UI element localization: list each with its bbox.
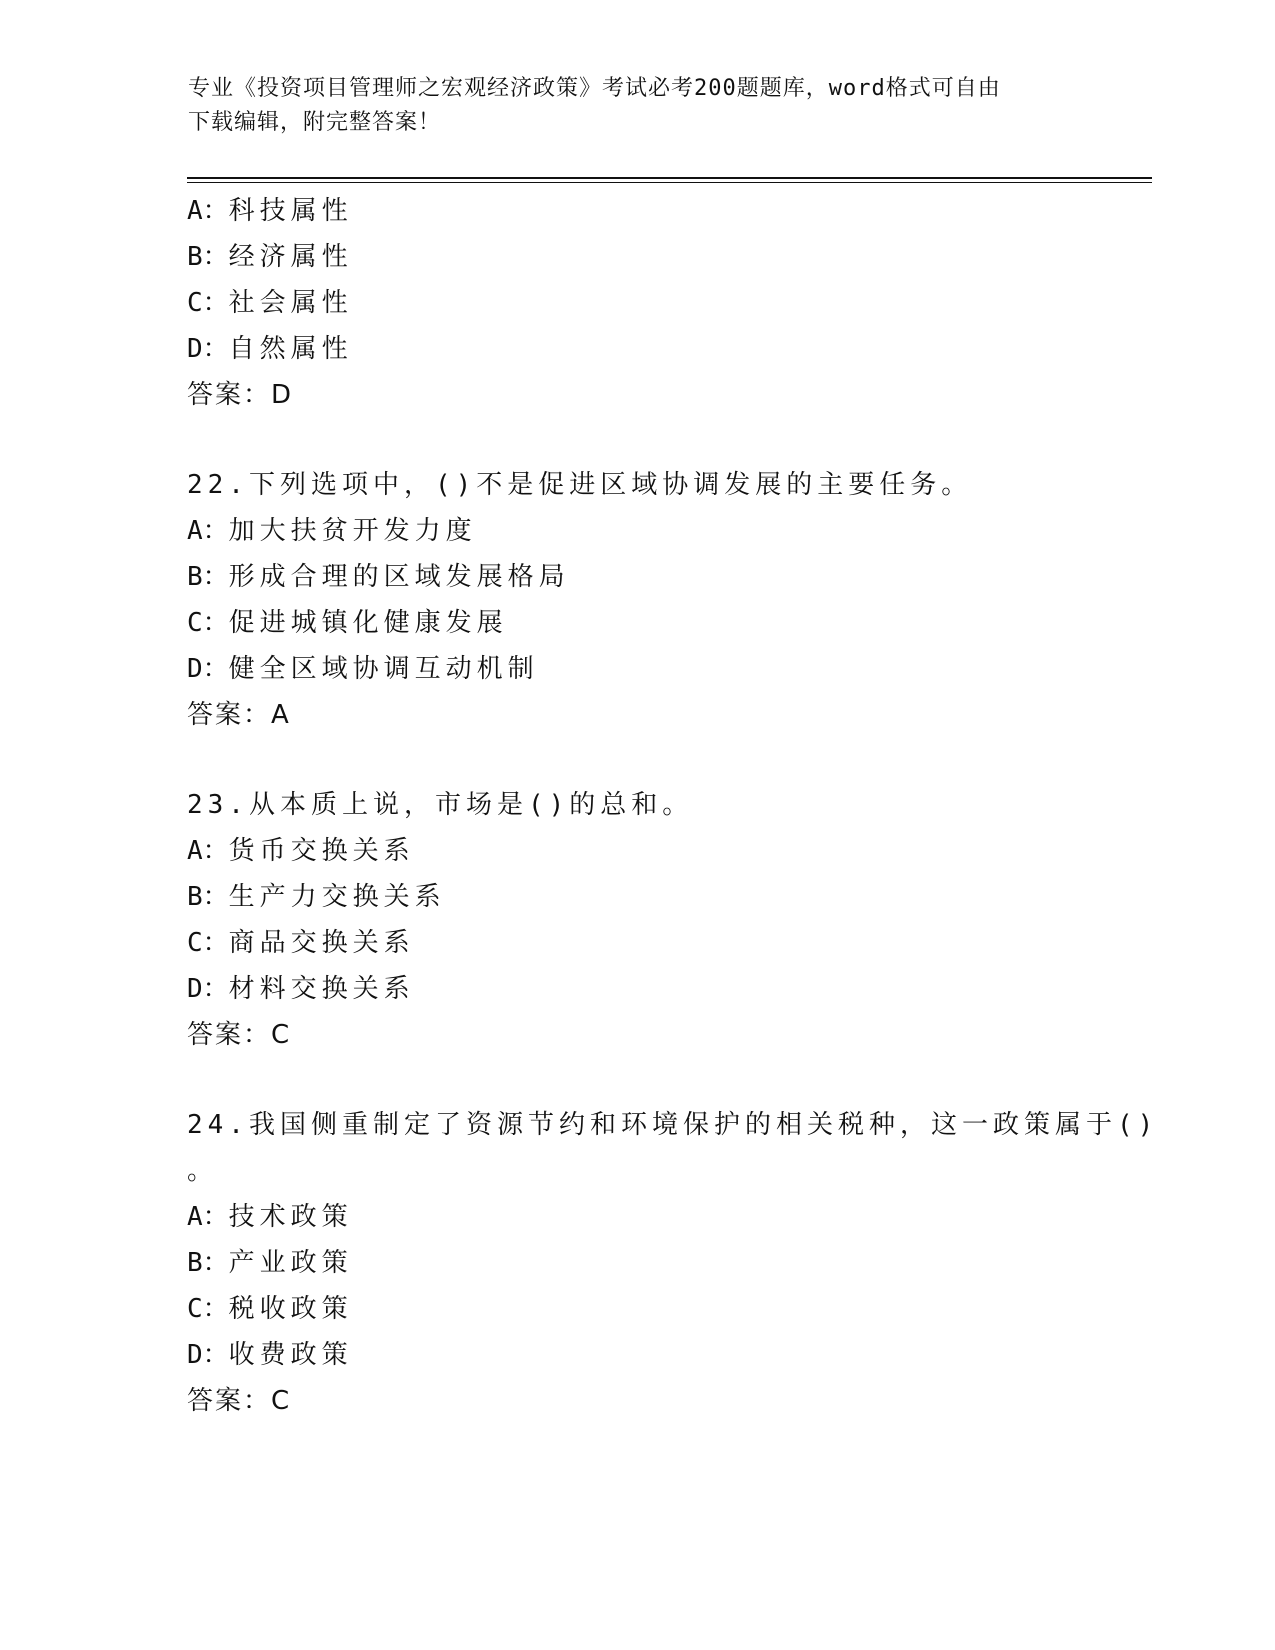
header-line-1: 专业《投资项目管理师之宏观经济政策》考试必考200题题库，word格式可自由 [188, 76, 1001, 101]
option-d: D：健全区域协调互动机制 [187, 654, 539, 684]
option-d: D：材料交换关系 [187, 974, 415, 1004]
question-block-22 [187, 462, 1152, 738]
option-b: B：生产力交换关系 [187, 882, 446, 912]
option-b: B：产业政策 [187, 1248, 353, 1278]
option-c: C：促进城镇化健康发展 [187, 608, 508, 638]
answer-line: 答案：A [187, 700, 291, 730]
option-a: A：加大扶贫开发力度 [187, 516, 477, 546]
spacer [187, 418, 1152, 462]
option-d: D：自然属性 [187, 334, 353, 364]
question-block-24 [187, 1102, 1159, 1424]
question-block-23 [187, 782, 1152, 1058]
option-a: A：货币交换关系 [187, 836, 415, 866]
option-c: C：社会属性 [187, 288, 353, 318]
option-c: C：税收政策 [187, 1294, 353, 1324]
option-b: B：经济属性 [187, 242, 353, 272]
header-divider-thin [187, 182, 1152, 183]
option-a: A：科技属性 [187, 196, 353, 226]
answer-line: 答案：D [187, 380, 294, 410]
question-stem-line-2: 。 [187, 1156, 219, 1186]
question-stem: 22.下列选项中，()不是促进区域协调发展的主要任务。 [187, 470, 973, 500]
answer-line: 答案：C [187, 1020, 292, 1050]
header-divider-thick [187, 177, 1152, 179]
spacer [187, 1058, 1152, 1102]
spacer [187, 738, 1152, 782]
document-header [188, 72, 1088, 140]
option-d: D：收费政策 [187, 1340, 353, 1370]
option-c: C：商品交换关系 [187, 928, 415, 958]
header-line-2: 下载编辑，附完整答案！ [188, 110, 442, 135]
option-a: A：技术政策 [187, 1202, 353, 1232]
question-block-21 [187, 188, 1152, 418]
question-list [187, 188, 1159, 1424]
option-b: B：形成合理的区域发展格局 [187, 562, 570, 592]
question-stem: 23.从本质上说，市场是()的总和。 [187, 790, 694, 820]
answer-line: 答案：C [187, 1386, 292, 1416]
question-stem-line-1: 24.我国侧重制定了资源节约和环境保护的相关税种，这一政策属于() [187, 1110, 1159, 1140]
